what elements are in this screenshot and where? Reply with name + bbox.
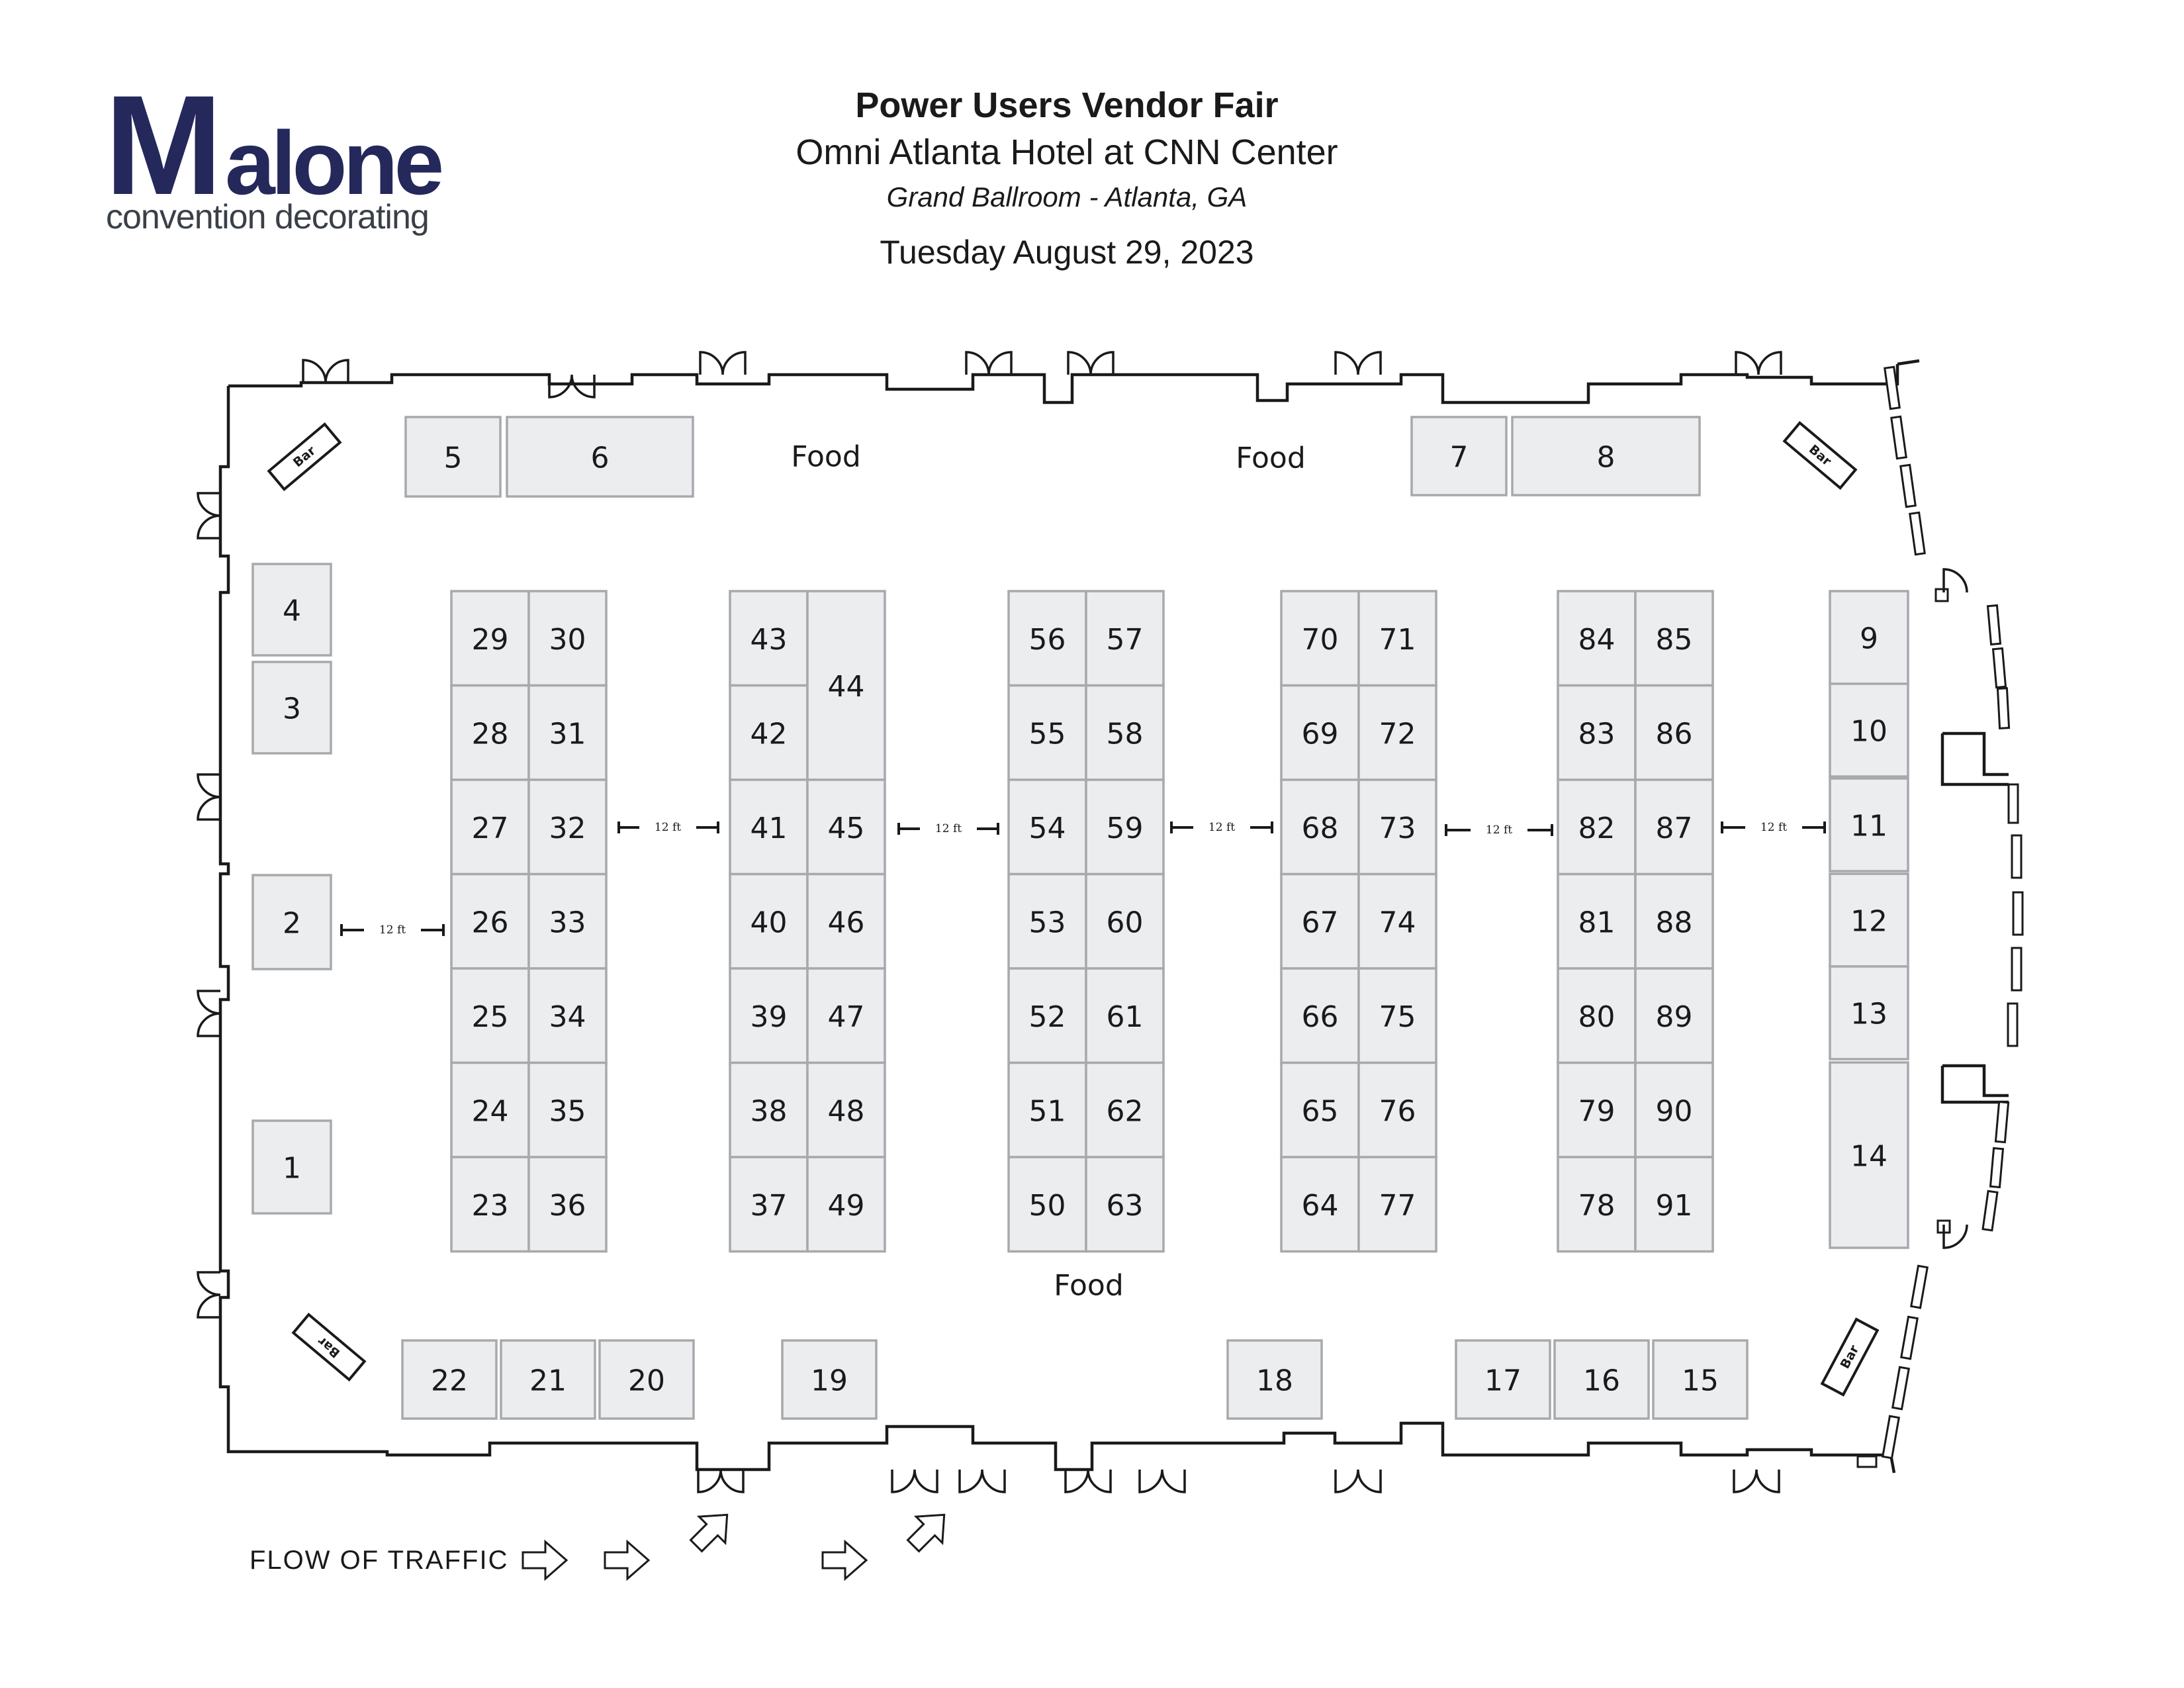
booth-number: 48 bbox=[827, 1094, 865, 1129]
booth-number: 74 bbox=[1379, 906, 1416, 940]
booth-number: 3 bbox=[283, 692, 301, 726]
header bbox=[796, 85, 1338, 271]
room-name: Grand Ballroom - Atlanta, GA bbox=[886, 181, 1248, 212]
booth-4[interactable] bbox=[253, 564, 331, 655]
booth-40[interactable] bbox=[730, 874, 807, 969]
booth-number: 69 bbox=[1301, 717, 1339, 751]
booth-number: 78 bbox=[1578, 1188, 1615, 1223]
traffic-arrow-icon bbox=[523, 1542, 567, 1579]
booth-number: 16 bbox=[1583, 1364, 1620, 1398]
booth-number: 42 bbox=[750, 717, 788, 751]
bar-bottom-right bbox=[1822, 1319, 1877, 1395]
svg-text:12 ft: 12 ft bbox=[1760, 821, 1788, 834]
booth-7[interactable] bbox=[1412, 417, 1506, 495]
booth-number: 45 bbox=[827, 811, 865, 845]
booth-number: 79 bbox=[1578, 1094, 1615, 1129]
booth-54[interactable] bbox=[1009, 780, 1086, 874]
booth-89[interactable] bbox=[1635, 968, 1713, 1063]
booth-number: 73 bbox=[1379, 811, 1416, 845]
bar-label: Bar bbox=[290, 443, 319, 471]
booth-number: 86 bbox=[1655, 717, 1693, 751]
svg-text:12 ft: 12 ft bbox=[1485, 823, 1513, 837]
booth-number: 91 bbox=[1655, 1188, 1693, 1223]
booth-48[interactable] bbox=[807, 1063, 885, 1158]
booth-number: 89 bbox=[1655, 1000, 1693, 1034]
booth-51[interactable] bbox=[1009, 1063, 1086, 1158]
malone-logo bbox=[105, 66, 441, 236]
booth-number: 4 bbox=[283, 594, 301, 628]
booth-80[interactable] bbox=[1558, 968, 1635, 1063]
booth-number: 2 bbox=[283, 906, 301, 941]
svg-text:12 ft: 12 ft bbox=[379, 923, 406, 937]
traffic-arrow-diagonal-icon bbox=[900, 1502, 957, 1559]
booth-36[interactable] bbox=[529, 1157, 606, 1252]
booth-number: 76 bbox=[1379, 1094, 1416, 1129]
traffic-arrow-icon bbox=[823, 1542, 866, 1579]
booth-91[interactable] bbox=[1635, 1157, 1713, 1252]
booth-number: 13 bbox=[1850, 997, 1888, 1031]
booth-number: 46 bbox=[827, 906, 865, 940]
booth-63[interactable] bbox=[1086, 1157, 1163, 1252]
booth-12[interactable] bbox=[1830, 874, 1908, 966]
booth-14[interactable] bbox=[1830, 1062, 1908, 1248]
booth-65[interactable] bbox=[1281, 1063, 1359, 1158]
booth-66[interactable] bbox=[1281, 968, 1359, 1063]
booth-number: 64 bbox=[1301, 1188, 1339, 1223]
booth-38[interactable] bbox=[730, 1063, 807, 1158]
booth-number: 49 bbox=[827, 1188, 865, 1223]
booth-73[interactable] bbox=[1359, 780, 1436, 874]
doors-bottom bbox=[698, 1470, 1779, 1492]
booth-26[interactable] bbox=[451, 874, 529, 969]
booth-9[interactable] bbox=[1830, 591, 1908, 684]
food-area-top-left: Food bbox=[791, 440, 861, 474]
booth-44[interactable] bbox=[807, 591, 885, 780]
booth-49[interactable] bbox=[807, 1157, 885, 1252]
booth-number: 19 bbox=[811, 1364, 848, 1398]
booth-78[interactable] bbox=[1558, 1157, 1635, 1252]
booth-52[interactable] bbox=[1009, 968, 1086, 1063]
booth-number: 30 bbox=[549, 622, 586, 657]
bar-top-right bbox=[1784, 423, 1855, 488]
booth-number: 22 bbox=[431, 1364, 468, 1398]
booth-86[interactable] bbox=[1635, 686, 1713, 780]
booth-number: 5 bbox=[443, 441, 463, 475]
booth-61[interactable] bbox=[1086, 968, 1163, 1063]
booth-58[interactable] bbox=[1086, 686, 1163, 780]
booth-79[interactable] bbox=[1558, 1063, 1635, 1158]
booth-8[interactable] bbox=[1512, 417, 1700, 495]
booth-33[interactable] bbox=[529, 874, 606, 969]
booth-number: 58 bbox=[1106, 717, 1144, 751]
booth-number: 90 bbox=[1655, 1094, 1693, 1129]
booth-number: 28 bbox=[471, 717, 509, 751]
booth-59[interactable] bbox=[1086, 780, 1163, 874]
booth-number: 63 bbox=[1106, 1188, 1144, 1223]
traffic-label: FLOW OF TRAFFIC bbox=[250, 1546, 509, 1575]
booth-number: 34 bbox=[549, 1000, 586, 1034]
booth-70[interactable] bbox=[1281, 591, 1359, 686]
booth-number: 71 bbox=[1379, 622, 1416, 657]
aisle-dim-4 bbox=[1446, 821, 1552, 839]
booth-28[interactable] bbox=[451, 686, 529, 780]
booth-6[interactable] bbox=[507, 417, 693, 496]
booth-71[interactable] bbox=[1359, 591, 1436, 686]
food-area-bottom: Food bbox=[1054, 1268, 1124, 1303]
booth-number: 54 bbox=[1028, 811, 1066, 845]
booth-number: 10 bbox=[1850, 714, 1888, 749]
booth-number: 31 bbox=[549, 717, 586, 751]
booth-35[interactable] bbox=[529, 1063, 606, 1158]
bar-label: Bar bbox=[1805, 442, 1835, 469]
svg-text:12 ft: 12 ft bbox=[934, 822, 962, 835]
booth-88[interactable] bbox=[1635, 874, 1713, 969]
booth-76[interactable] bbox=[1359, 1063, 1436, 1158]
booth-number: 38 bbox=[750, 1094, 788, 1129]
booth-number: 82 bbox=[1578, 811, 1615, 845]
booth-25[interactable] bbox=[451, 968, 529, 1063]
booth-50[interactable] bbox=[1009, 1157, 1086, 1252]
booth-number: 24 bbox=[471, 1094, 509, 1129]
booth-45[interactable] bbox=[807, 780, 885, 874]
booth-57[interactable] bbox=[1086, 591, 1163, 686]
booth-number: 75 bbox=[1379, 1000, 1416, 1034]
booth-number: 21 bbox=[529, 1364, 567, 1398]
booth-29[interactable] bbox=[451, 591, 529, 686]
booth-number: 67 bbox=[1301, 906, 1339, 940]
booth-number: 50 bbox=[1028, 1188, 1066, 1223]
booth-number: 23 bbox=[471, 1188, 509, 1223]
booth-number: 8 bbox=[1596, 440, 1615, 475]
booth-number: 77 bbox=[1379, 1188, 1416, 1223]
booth-22[interactable] bbox=[402, 1340, 496, 1419]
booth-77[interactable] bbox=[1359, 1157, 1436, 1252]
booth-number: 80 bbox=[1578, 1000, 1615, 1034]
booth-number: 43 bbox=[750, 622, 788, 657]
booth-84[interactable] bbox=[1558, 591, 1635, 686]
aisle-dim-1 bbox=[619, 819, 718, 836]
booth-number: 6 bbox=[590, 441, 610, 475]
booth-number: 83 bbox=[1578, 717, 1615, 751]
booth-number: 17 bbox=[1484, 1364, 1522, 1398]
food-area-top-right: Food bbox=[1236, 441, 1306, 475]
booth-number: 87 bbox=[1655, 811, 1693, 845]
booth-number: 52 bbox=[1028, 1000, 1066, 1034]
booth-number: 1 bbox=[283, 1151, 301, 1186]
booth-number: 37 bbox=[750, 1188, 788, 1223]
booth-number: 12 bbox=[1850, 904, 1888, 939]
booth-30[interactable] bbox=[529, 591, 606, 686]
event-title: Power Users Vendor Fair bbox=[855, 85, 1279, 125]
traffic-legend bbox=[250, 1502, 957, 1579]
booth-number: 70 bbox=[1301, 622, 1339, 657]
booth-number: 88 bbox=[1655, 906, 1693, 940]
booth-number: 68 bbox=[1301, 811, 1339, 845]
booth-number: 51 bbox=[1028, 1094, 1066, 1129]
booth-19[interactable] bbox=[782, 1340, 876, 1419]
booth-5[interactable] bbox=[406, 417, 500, 496]
booth-number: 81 bbox=[1578, 906, 1615, 940]
booth-number: 9 bbox=[1860, 622, 1878, 656]
booth-number: 18 bbox=[1256, 1364, 1293, 1398]
bar-top-left bbox=[269, 424, 340, 489]
booth-number: 32 bbox=[549, 811, 586, 845]
event-date: Tuesday August 29, 2023 bbox=[880, 234, 1254, 271]
booth-20[interactable] bbox=[600, 1340, 694, 1419]
booth-number: 27 bbox=[471, 811, 509, 845]
booth-number: 85 bbox=[1655, 622, 1693, 657]
booth-53[interactable] bbox=[1009, 874, 1086, 969]
booth-number: 41 bbox=[750, 811, 788, 845]
booth-number: 61 bbox=[1106, 1000, 1144, 1034]
booth-number: 33 bbox=[549, 906, 586, 940]
booth-number: 66 bbox=[1301, 1000, 1339, 1034]
booth-number: 53 bbox=[1028, 906, 1066, 940]
booth-72[interactable] bbox=[1359, 686, 1436, 780]
booth-82[interactable] bbox=[1558, 780, 1635, 874]
booth-number: 20 bbox=[628, 1364, 665, 1398]
booth-number: 11 bbox=[1850, 809, 1888, 843]
booth-16[interactable] bbox=[1555, 1340, 1649, 1419]
booth-67[interactable] bbox=[1281, 874, 1359, 969]
booth-64[interactable] bbox=[1281, 1157, 1359, 1252]
booth-46[interactable] bbox=[807, 874, 885, 969]
booth-3[interactable] bbox=[253, 662, 331, 753]
venue-name: Omni Atlanta Hotel at CNN Center bbox=[796, 132, 1338, 172]
logo-subtitle: convention decorating bbox=[106, 198, 429, 236]
traffic-arrow-icon bbox=[605, 1542, 649, 1579]
booth-number: 7 bbox=[1449, 440, 1469, 475]
booth-68[interactable] bbox=[1281, 780, 1359, 874]
booth-31[interactable] bbox=[529, 686, 606, 780]
booth-number: 44 bbox=[827, 670, 865, 704]
booth-32[interactable] bbox=[529, 780, 606, 874]
booth-17[interactable] bbox=[1456, 1340, 1550, 1419]
booth-number: 62 bbox=[1106, 1094, 1144, 1129]
bar-label: Bar bbox=[314, 1333, 343, 1361]
booth-number: 72 bbox=[1379, 717, 1416, 751]
booth-number: 47 bbox=[827, 1000, 865, 1034]
booth-15[interactable] bbox=[1653, 1340, 1747, 1419]
booth-69[interactable] bbox=[1281, 686, 1359, 780]
booth-number: 57 bbox=[1106, 622, 1144, 657]
booth-42[interactable] bbox=[730, 686, 807, 780]
booth-number: 25 bbox=[471, 1000, 509, 1034]
booth-number: 29 bbox=[471, 622, 509, 657]
svg-text:12 ft: 12 ft bbox=[654, 821, 682, 834]
booth-87[interactable] bbox=[1635, 780, 1713, 874]
booth-number: 56 bbox=[1028, 622, 1066, 657]
booth-number: 35 bbox=[549, 1094, 586, 1129]
booth-24[interactable] bbox=[451, 1063, 529, 1158]
booth-number: 65 bbox=[1301, 1094, 1339, 1129]
booth-47[interactable] bbox=[807, 968, 885, 1063]
aisle-dim-2 bbox=[899, 820, 998, 837]
booth-62[interactable] bbox=[1086, 1063, 1163, 1158]
booth-number: 39 bbox=[750, 1000, 788, 1034]
booth-43[interactable] bbox=[730, 591, 807, 686]
doors-left bbox=[198, 493, 220, 1317]
booth-number: 59 bbox=[1106, 811, 1144, 845]
aisle-dim-3 bbox=[1171, 819, 1272, 836]
booth-21[interactable] bbox=[501, 1340, 595, 1419]
logo-letter-m: M bbox=[105, 66, 223, 224]
booth-41[interactable] bbox=[730, 780, 807, 874]
booth-13[interactable] bbox=[1830, 966, 1908, 1059]
booth-39[interactable] bbox=[730, 968, 807, 1063]
booth-60[interactable] bbox=[1086, 874, 1163, 969]
booth-number: 15 bbox=[1682, 1364, 1719, 1398]
booth-10[interactable] bbox=[1830, 684, 1908, 776]
booth-number: 55 bbox=[1028, 717, 1066, 751]
booth-number: 84 bbox=[1578, 622, 1615, 657]
booth-90[interactable] bbox=[1635, 1063, 1713, 1158]
booth-83[interactable] bbox=[1558, 686, 1635, 780]
booth-2[interactable] bbox=[253, 875, 331, 969]
bar-label: Bar bbox=[1837, 1342, 1862, 1372]
booth-75[interactable] bbox=[1359, 968, 1436, 1063]
booth-55[interactable] bbox=[1009, 686, 1086, 780]
bar-bottom-left bbox=[293, 1315, 364, 1380]
booth-number: 14 bbox=[1850, 1139, 1888, 1174]
booth-18[interactable] bbox=[1228, 1340, 1322, 1419]
booth-number: 60 bbox=[1106, 906, 1144, 940]
aisle-dim-left bbox=[341, 921, 443, 939]
booth-23[interactable] bbox=[451, 1157, 529, 1252]
booth-27[interactable] bbox=[451, 780, 529, 874]
booth-56[interactable] bbox=[1009, 591, 1086, 686]
booth-81[interactable] bbox=[1558, 874, 1635, 969]
booth-number: 36 bbox=[549, 1188, 586, 1223]
traffic-arrow-diagonal-icon bbox=[683, 1502, 740, 1559]
aisle-dim-5 bbox=[1722, 819, 1825, 836]
logo-word-rest: alone bbox=[225, 113, 441, 213]
booth-34[interactable] bbox=[529, 968, 606, 1063]
booth-74[interactable] bbox=[1359, 874, 1436, 969]
booth-11[interactable] bbox=[1830, 778, 1908, 871]
booth-85[interactable] bbox=[1635, 591, 1713, 686]
svg-text:12 ft: 12 ft bbox=[1208, 821, 1236, 834]
booth-1[interactable] bbox=[253, 1121, 331, 1213]
booth-number: 40 bbox=[750, 906, 788, 940]
booth-number: 26 bbox=[471, 906, 509, 940]
booth-37[interactable] bbox=[730, 1157, 807, 1252]
